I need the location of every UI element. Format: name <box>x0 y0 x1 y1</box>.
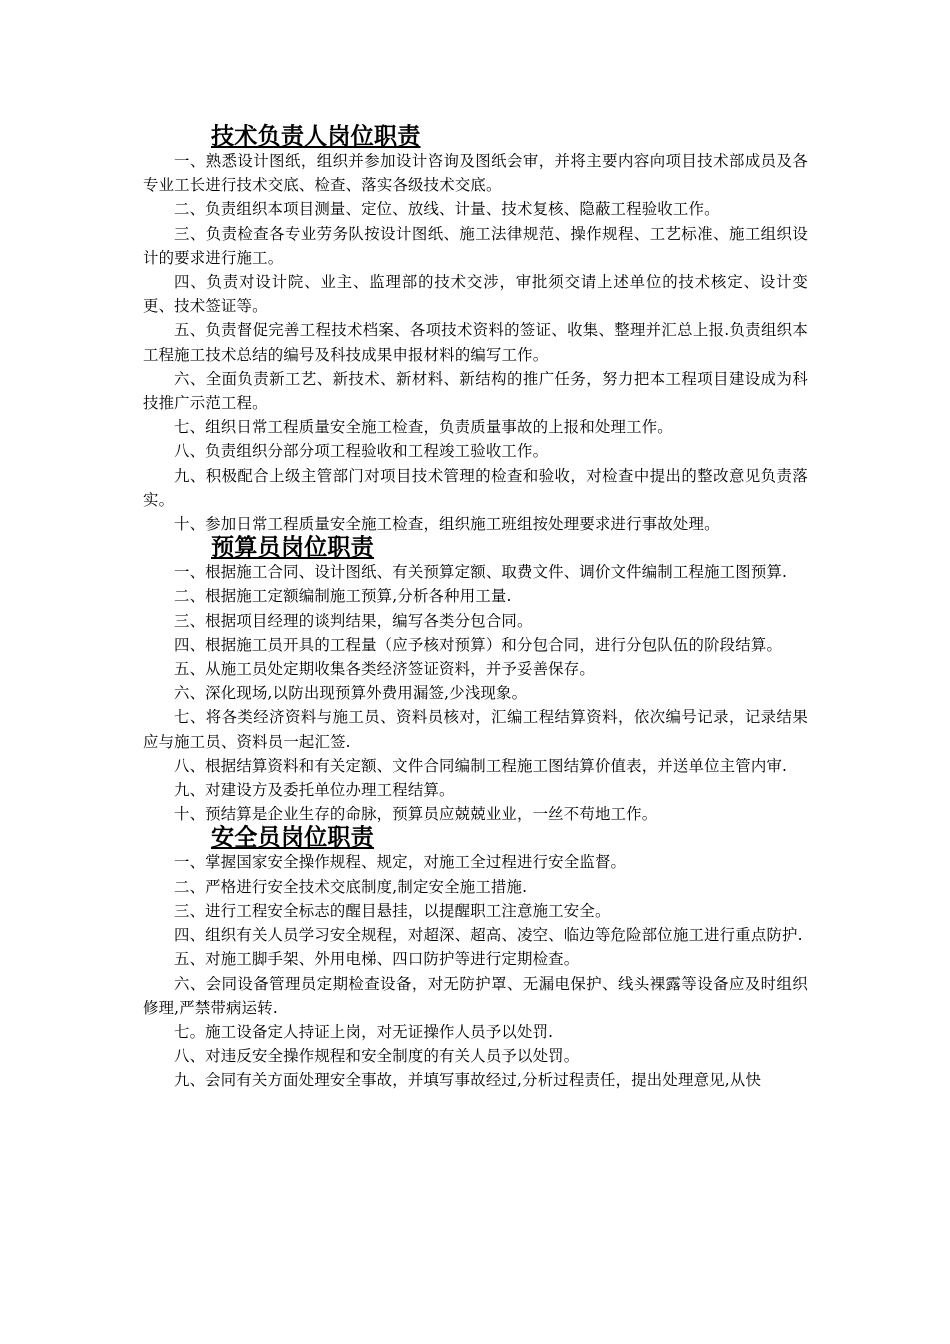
duty-item: 九、积极配合上级主管部门对项目技术管理的检查和验收，对检查中提出的整改意见负责落实。 <box>143 466 808 509</box>
duty-item: 五、从施工员处定期收集各类经济签证资料，并予妥善保存。 <box>174 660 595 679</box>
duty-item: 一、根据施工合同、设计图纸、有关预算定额、取费文件、调价文件编制工程施工图预算. <box>174 563 788 582</box>
section-title-safety-officer: 安全员岗位职责 <box>211 824 374 852</box>
section-title-budget-officer: 预算员岗位职责 <box>211 534 374 562</box>
duty-item: 六、全面负责新工艺、新技术、新材料、新结构的推广任务，努力把本工程项目建设成为科技推广示范工程。 <box>143 369 808 413</box>
duty-item: 八、对违反安全操作规程和安全制度的有关人员予以处罚。 <box>174 1047 580 1066</box>
duty-item: 九、对建设方及委托单位办理工程结算。 <box>174 781 455 800</box>
duty-item: 十、预结算是企业生存的命脉，预算员应兢兢业业，一丝不苟地工作。 <box>174 805 658 824</box>
duty-item: 四、根据施工员开具的工程量（应予核对预算）和分包合同，进行分包队伍的阶段结算。 <box>174 635 783 654</box>
duty-item: 七、将各类经济资料与施工员、资料员核对，汇编工程结算资料，依次编号记录，记录结果应与施工员、资料员一起汇签. <box>143 708 808 751</box>
duty-item: 四、组织有关人员学习安全规程，对超深、超高、凌空、临边等危险部位施工进行重点防护. <box>174 926 803 945</box>
duty-item: 三、负责检查各专业劳务队按设计图纸、施工法律规范、操作规程、工艺标准、施工组织设计的要求进行施工。 <box>143 224 808 267</box>
duty-item: 二、负责组织本项目测量、定位、放线、计量、技术复核、隐蔽工程验收工作。 <box>174 200 720 219</box>
duty-item: 七。施工设备定人持证上岗，对无证操作人员予以处罚. <box>174 1022 554 1041</box>
duty-item: 九、会同有关方面处理安全事故，并填写事故经过,分析过程责任，提出处理意见,从快 <box>174 1071 762 1090</box>
duty-item: 八、负责组织分部分项工程验收和工程竣工验收工作。 <box>174 442 549 461</box>
duty-item: 五、对施工脚手架、外用电梯、四口防护等进行定期检查。 <box>174 950 580 969</box>
duty-item: 五、负责督促完善工程技术档案、各项技术资料的签证、收集、整理并汇总上报.负责组织本工程施工技术总结的编号及科技成果申报材料的编写工作。 <box>143 321 808 364</box>
duty-item: 四、负责对设计院、业主、监理部的技术交涉，审批须交请上述单位的技术核定、设计变更、技术签证等。 <box>143 273 808 316</box>
duty-item: 三、根据项目经理的谈判结果，编写各类分包合同。 <box>174 611 533 630</box>
duty-item: 七、组织日常工程质量安全施工检查，负责质量事故的上报和处理工作。 <box>174 418 673 437</box>
duty-item: 八、根据结算资料和有关定额、文件合同编制工程施工图结算价值表，并送单位主管内审. <box>174 756 788 775</box>
duty-item: 十、参加日常工程质量安全施工检查，组织施工班组按处理要求进行事故处理。 <box>174 515 720 534</box>
duty-item: 一、熟悉设计图纸，组织并参加设计咨询及图纸会审，并将主要内容向项目技术部成员及各专业工长进行技术交底、检查、落实各级技术交底。 <box>143 152 808 195</box>
duty-item: 三、进行工程安全标志的醒目悬挂，以提醒职工注意施工安全。 <box>174 901 611 920</box>
duty-item: 六、深化现场,以防出现预算外费用漏签,少浅现象。 <box>174 684 528 703</box>
section-title-technical-lead: 技术负责人岗位职责 <box>211 123 421 150</box>
duty-item: 二、根据施工定额编制施工预算,分析各种用工量. <box>174 587 512 606</box>
duty-item: 六、会同设备管理员定期检查设备，对无防护罩、无漏电保护、线头裸露等设备应及时组织修理,严禁带病运转. <box>143 974 808 1017</box>
duty-item: 二、严格进行安全技术交底制度,制定安全施工措施. <box>174 877 528 896</box>
document-page <box>143 125 808 1093</box>
duty-item: 一、掌握国家安全操作规程、规定，对施工全过程进行安全监督。 <box>174 853 627 872</box>
